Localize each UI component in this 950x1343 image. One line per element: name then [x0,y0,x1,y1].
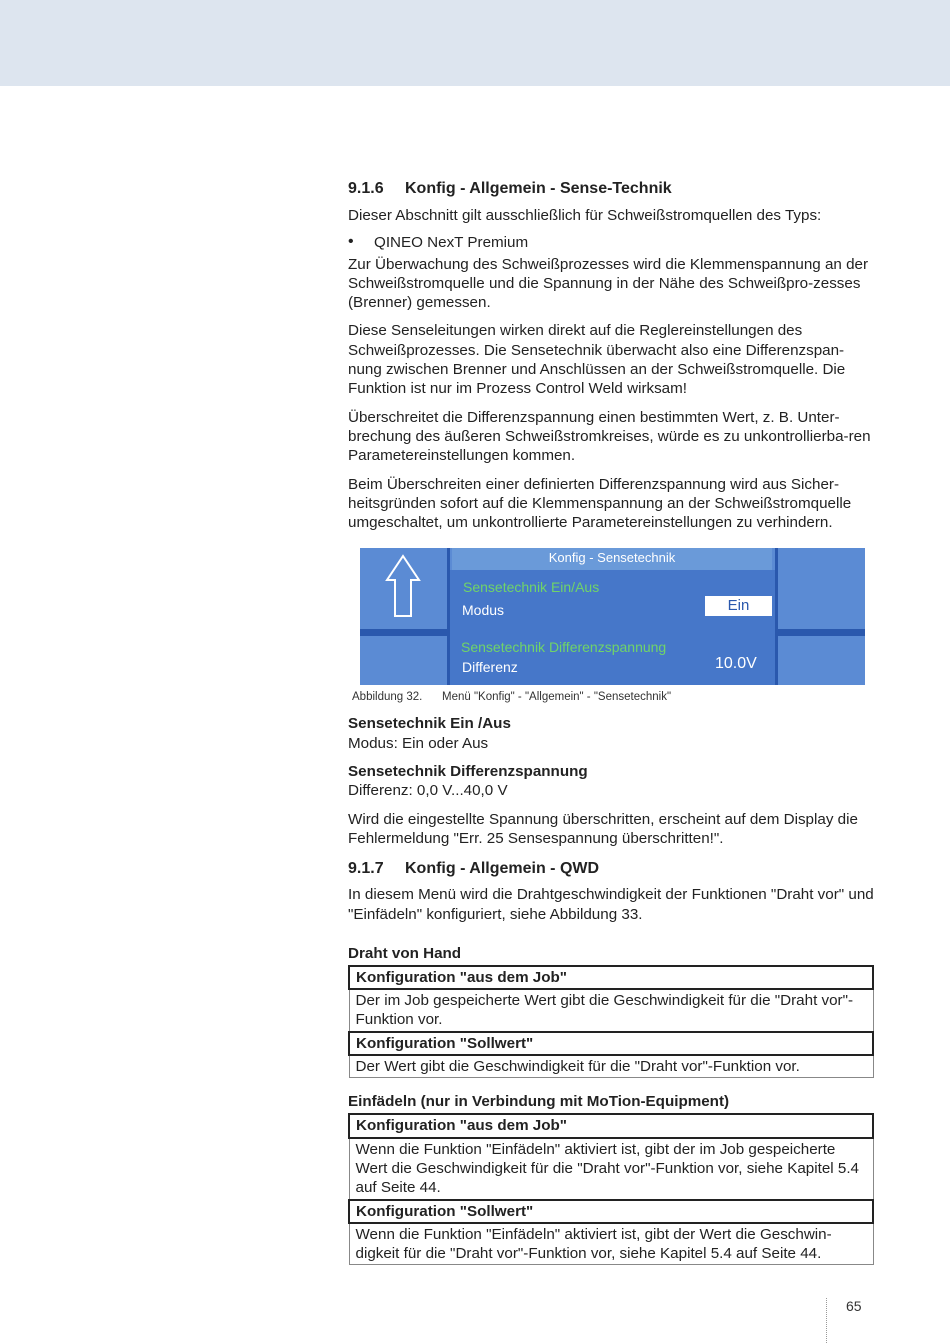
warning-paragraph: Wird die eingestellte Spannung überschritten, erscheint auf dem Display die Fehlermeldung "Err. 25 Sensespannung überschritten!". [348,810,858,847]
section-heading-916 [348,178,874,200]
table-header-cell: Konfiguration "aus dem Job" [349,1114,873,1137]
table-cell: Wenn die Funktion "Einfädeln" aktiviert ist, gibt der im Job gespeicherte Wert die Geschwindigkeit für die "Draht vor"-Funktion vor, siehe Kapitel 5.4 auf Seite 44. [349,1138,873,1200]
menu-screenshot [360,548,865,685]
table-cell: Wenn die Funktion "Einfädeln" aktiviert ist, gibt der Wert die Geschwin-digkeit für die "Draht vor"-Funktion vor, siehe Kapitel 5.4 auf Seite 44. [349,1223,873,1265]
table-header-cell: Konfiguration "Sollwert" [349,1200,873,1223]
up-arrow-icon [385,554,421,618]
header-band [0,0,950,86]
intro-paragraph: Dieser Abschnitt gilt ausschließlich für Schweißstromquellen des Typs: [348,207,822,224]
screen-title: Konfig - Sensetechnik [452,548,772,570]
diff-param-label: Differenz [462,659,518,676]
section-number: 9.1.6 [348,180,384,197]
qwd-intro: In diesem Menü wird die Drahtgeschwindigkeit der Funktionen "Draht vor" und "Einfädeln" konfiguriert, siehe Abbildung 33. [348,886,874,923]
caption-text: Menü "Konfig" - "Allgemein" - "Sensetechnik" [442,691,672,704]
setting-value: Modus: Ein oder Aus [348,734,489,752]
section-number: 9.1.7 [348,860,384,878]
mode-value-box: Ein [705,596,772,616]
screen-hsep-left [360,629,447,636]
footer-divider [826,1298,827,1343]
mode-param-label: Modus [462,602,505,619]
table2-title: Einfädeln (nur in Verbindung mit MoTion-Equipment) [348,1093,730,1111]
section-title: Konfig - Allgemein - QWD [405,860,600,878]
sense-diff-label: Sensetechnik Differenzspannung [461,639,667,656]
table-cell: Der im Job gespeicherte Wert gibt die Geschwindigkeit für die "Draht vor"-Funktion vor. [349,989,873,1032]
bullet-mark: • [348,233,354,251]
setting-heading: Sensetechnik Differenzspannung [348,763,588,781]
diff-value: 10.0V [715,655,757,673]
setting-value: Differenz: 0,0 V...40,0 V [348,782,508,800]
table-header-cell: Konfiguration "aus dem Job" [349,966,873,989]
setting-diff [348,762,874,801]
paragraph-1: Zur Überwachung des Schweißprozesses wird die Klemmenspannung an der Schweißstromquelle und die Spannung in der Nähe des Schweißpro-zesses (Brenner) gemessen. [348,255,869,312]
screen-divider-left [447,548,450,685]
screen-hsep-right [778,629,865,636]
config-table-1 [348,965,874,1078]
table-header-cell: Konfiguration "Sollwert" [349,1032,873,1055]
main-content [348,178,874,1279]
bullet-text: QINEO NexT Premium [374,234,529,252]
config-table-2 [348,1113,874,1265]
screen-divider-right [775,548,778,685]
list-item [348,233,874,252]
paragraph-3: Überschreitet die Differenzspannung einen bestimmten Wert, z. B. Unter-brechung des äußeren Schweißstromkreises, würde es zu unkontrollierba-ren Parametereinstellungen kommen. [348,408,871,465]
section-title: Konfig - Allgemein - Sense-Technik [405,180,672,197]
table-cell: Der Wert gibt die Geschwindigkeit für die "Draht vor"-Funktion vor. [349,1055,873,1078]
page-number: 65 [846,1298,862,1314]
setting-onoff [348,714,874,753]
table1-title: Draht von Hand [348,944,462,962]
sense-onoff-label: Sensetechnik Ein/Aus [463,579,600,596]
setting-heading: Sensetechnik Ein /Aus [348,715,511,733]
caption-label: Abbildung 32. [352,691,423,704]
paragraph-2: Diese Senseleitungen wirken direkt auf die Reglereinstellungen des Schweißprozesses. Die Sensetechnik überwacht also eine Differenzspan-nung zwischen Brenner und Anschlüssen an der Schweißstromquelle. Die Funktion ist nur im Prozess Control Weld wirksam! [348,322,846,398]
figure-caption [352,691,874,703]
section-heading-917 [348,858,874,880]
paragraph-4: Beim Überschreiten einer definierten Differenzspannung wird aus Sicher-heitsgründen sofort auf die Klemmenspannung an der Schweißstromquelle umgeschaltet, um unkontrollierte Parametereinstellungen zu verhindern. [348,475,852,532]
